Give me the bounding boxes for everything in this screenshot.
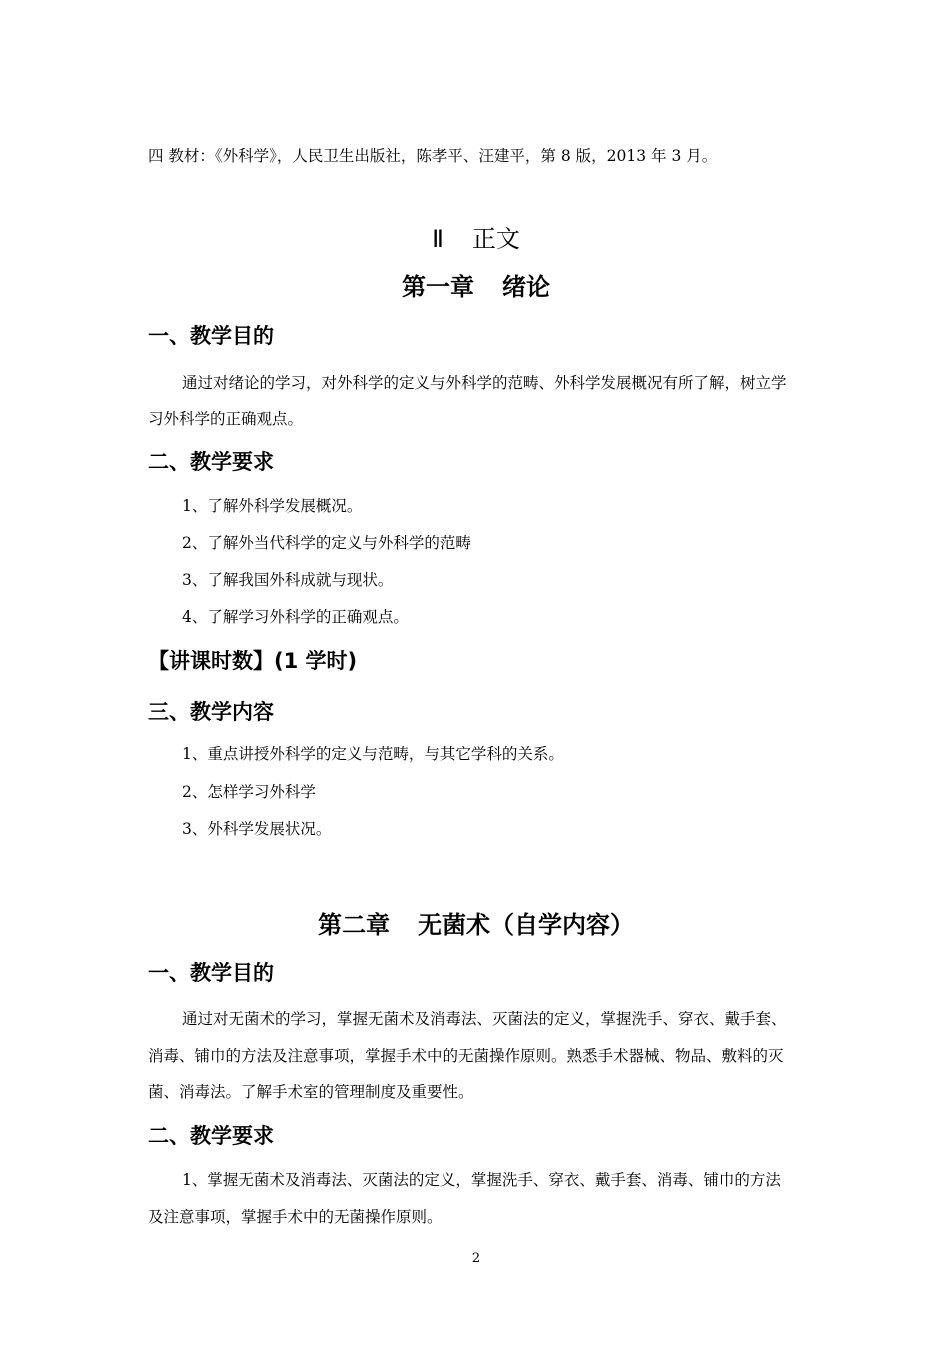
paragraph-line: 菌、消毒法。了解手术室的管理制度及重要性。 [148,1083,474,1101]
part-title-text: 正文 [471,225,520,253]
list-item: 4、了解学习外科学的正确观点。 [182,608,409,626]
paragraph-line: 1、掌握无菌术及消毒法、灭菌法的定义，掌握洗手、穿衣、戴手套、消毒、铺巾的方法 [182,1171,781,1189]
section-heading: 二、教学要求 [148,1124,274,1148]
lecture-hours: 【讲课时数】(1 学时) [148,649,358,673]
section-heading: 二、教学要求 [148,450,274,474]
chapter-2-title [0,910,952,940]
paragraph-line: 习外科学的正确观点。 [148,410,304,428]
chapter-name: 绪论 [502,273,550,301]
list-item: 2、了解外当代科学的定义与外科学的范畴 [182,534,471,552]
list-item: 3、了解我国外科成就与现状。 [182,571,394,589]
chapter-label: 第一章 [402,273,474,301]
list-item: 3、外科学发展状况。 [182,820,332,838]
section-heading: 一、教学目的 [148,961,274,985]
list-item: 1、了解外科学发展概况。 [182,497,363,515]
list-item: 1、重点讲授外科学的定义与范畴，与其它学科的关系。 [182,745,564,763]
section-heading: 三、教学内容 [148,700,274,724]
textbook-line: 四 教材：《外科学》，人民卫生出版社，陈孝平、汪建平，第 8 版，2013 年 3 月。 [148,147,718,165]
paragraph-line: 通过对无菌术的学习，掌握无菌术及消毒法、灭菌法的定义，掌握洗手、穿衣、戴手套、 [182,1010,787,1028]
part-title [0,224,952,254]
paragraph-line: 通过对绪论的学习，对外科学的定义与外科学的范畴、外科学发展概况有所了解，树立学 [182,374,787,392]
chapter-name: 无菌术（自学内容） [418,911,634,939]
part-numeral: Ⅱ [432,225,444,253]
paragraph-line: 消毒、铺巾的方法及注意事项，掌握手术中的无菌操作原则。熟悉手术器械、物品、敷料的灭 [148,1047,784,1065]
chapter-1-title [0,272,952,302]
page-number: 2 [471,1251,481,1266]
chapter-label: 第二章 [318,911,390,939]
paragraph-line: 及注意事项，掌握手术中的无菌操作原则。 [148,1208,443,1226]
list-item: 2、怎样学习外科学 [182,783,316,801]
section-heading: 一、教学目的 [148,324,274,348]
